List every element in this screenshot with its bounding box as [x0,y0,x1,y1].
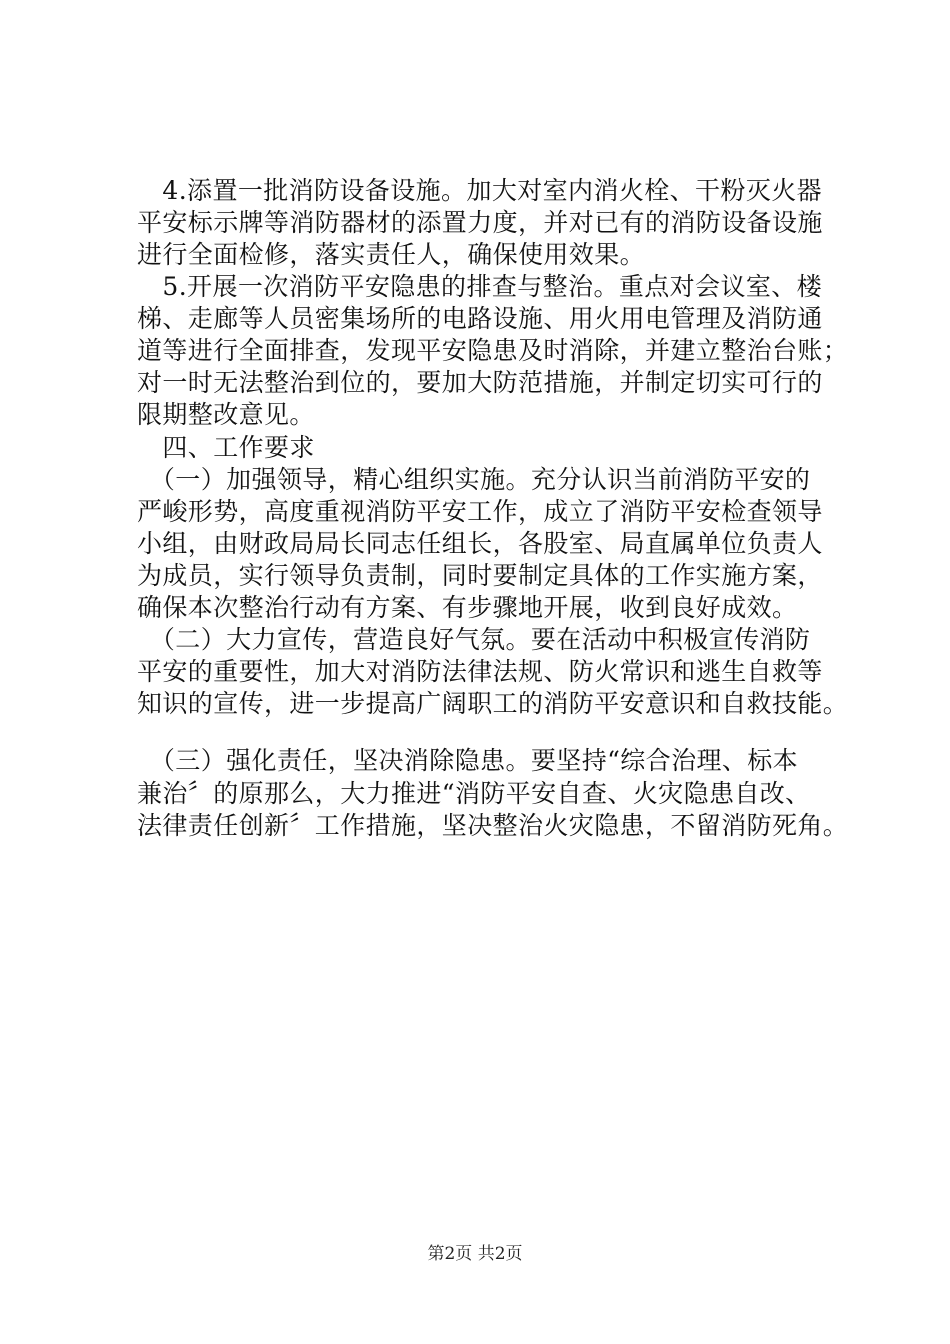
section-heading: 四、工作要求 [137,433,315,462]
page-number: 第2页 共2页 [427,1244,523,1264]
text-line: 平安的重要性，加大对消防法律法规、防火常识和逃生自救等 [137,657,823,686]
text-line: 道等进行全面排查，发现平安隐患及时消除，并建立整治台账； [137,336,849,365]
text-line: 法律责任创新〞工作措施，坚决整治火灾隐患，不留消防死角。 [137,811,849,840]
text-line: 进行全面检修，落实责任人，确保使用效果。 [137,240,646,269]
text-line: （二）大力宣传，营造良好气氛。要在活动中积极宣传消防 [137,625,811,654]
text-line: 平安标示牌等消防器材的添置力度，并对已有的消防设备设施 [137,208,823,237]
text-line: 对一时无法整治到位的，要加大防范措施，并制定切实可行的 [137,368,823,397]
text-line: 确保本次整治行动有方案、有步骤地开展，收到良好成效。 [137,593,798,622]
text-line: 知识的宣传，进一步提高广阔职工的消防平安意识和自救技能。 [137,689,849,718]
text-line: 为成员，实行领导负责制，同时要制定具体的工作实施方案， [137,561,823,590]
text-line: 小组，由财政局局长同志任组长，各股室、局直属单位负责人 [137,529,823,558]
text-line: 4.添置一批消防设备设施。加大对室内消火栓、干粉灭火器 [137,176,823,205]
text-line: 5.开展一次消防平安隐患的排查与整治。重点对会议室、楼 [137,272,823,301]
text-line: （三）强化责任，坚决消除隐患。要坚持“综合治理、标本 [137,746,799,775]
text-line: 兼治〞的原那么，大力推进“消防平安自查、火灾隐患自改、 [137,779,811,808]
text-line: 梯、走廊等人员密集场所的电路设施、用火用电管理及消防通 [137,304,823,333]
text-line: 严峻形势，高度重视消防平安工作，成立了消防平安检查领导 [137,497,823,526]
text-line: （一）加强领导，精心组织实施。充分认识当前消防平安的 [137,465,811,494]
text-line: 限期整改意见。 [137,400,315,429]
